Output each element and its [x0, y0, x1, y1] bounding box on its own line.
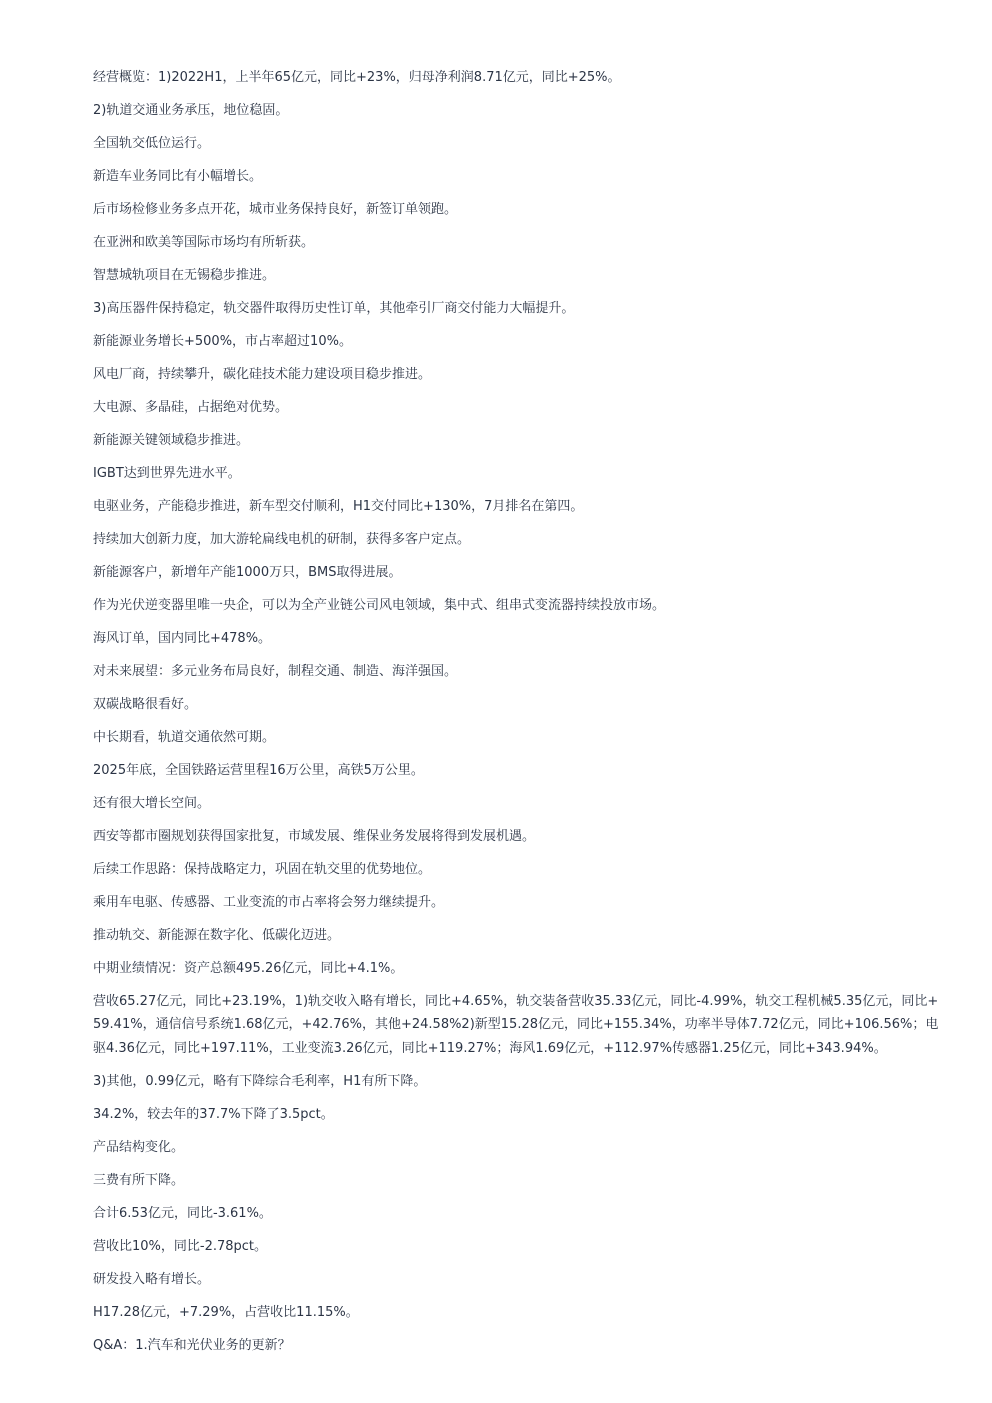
paragraph: 营收比10%，同比-2.78pct。 — [93, 1238, 268, 1254]
paragraph: 电驱业务，产能稳步推进，新车型交付顺利，H1交付同比+130%，7月排名在第四。 — [93, 499, 584, 514]
paragraph: 中长期看，轨道交通依然可期。 — [93, 730, 276, 745]
paragraph: 2025年底，全国铁路运营里程16万公里，高铁5万公里。 — [93, 763, 424, 778]
paragraph: 2)轨道交通业务承压，地位稳固。 — [93, 103, 289, 118]
paragraph: 研发投入略有增长。 — [93, 1271, 211, 1287]
paragraph: 推动轨交、新能源在数字化、低碳化迈进。 — [93, 928, 341, 943]
paragraph: 中期业绩情况：资产总额495.26亿元，同比+4.1%。 — [93, 961, 404, 976]
paragraph: 新造车业务同比有小幅增长。 — [93, 169, 263, 184]
paragraph: 合计6.53亿元，同比-3.61%。 — [93, 1205, 272, 1221]
paragraph: 营收65.27亿元，同比+23.19%，1)轨交收入略有增长，同比+4.65%，轨交装备营收35.33亿元，同比-4.99%，轨交工程机械5.35亿元，同比+59.41%，通信信号系统1.68亿元，+42.76%，其他+24.58%2)新型15.28亿元，同比+155.34%，功率半导体7.72亿元，同比+106.56%；电驱4.36亿元，同比+197.11%，工业变流3.26亿元，同比+119.27%；海风1.69亿元，+112.97%传感器1.25亿元，同比+343.94%。 — [93, 994, 939, 1056]
paragraph: 风电厂商，持续攀升，碳化硅技术能力建设项目稳步推进。 — [93, 367, 432, 382]
paragraph: 还有很大增长空间。 — [93, 796, 211, 811]
paragraph: 双碳战略很看好。 — [93, 697, 198, 712]
paragraph: 持续加大创新力度，加大游轮扁线电机的研制，获得多客户定点。 — [93, 532, 471, 547]
paragraph: 全国轨交低位运行。 — [93, 136, 211, 151]
paragraph: IGBT达到世界先进水平。 — [93, 466, 241, 481]
paragraph: 新能源关键领域稳步推进。 — [93, 433, 250, 448]
paragraph: 3)高压器件保持稳定，轨交器件取得历史性订单，其他牵引厂商交付能力大幅提升。 — [93, 301, 575, 316]
paragraph: 后市场检修业务多点开花，城市业务保持良好，新签订单领跑。 — [93, 202, 458, 217]
paragraph: 后续工作思路：保持战略定力，巩固在轨交里的优势地位。 — [93, 862, 432, 877]
paragraph: 新能源客户，新增年产能1000万只，BMS取得进展。 — [93, 565, 402, 580]
paragraph: Q&A：1.汽车和光伏业务的更新？ — [93, 1337, 291, 1353]
paragraph: 3)其他，0.99亿元，略有下降综合毛利率，H1有所下降。 — [93, 1073, 427, 1089]
paragraph: 智慧城轨项目在无锡稳步推进。 — [93, 268, 276, 283]
paragraph: 西安等都市圈规划获得国家批复，市域发展、维保业务发展将得到发展机遇。 — [93, 829, 536, 844]
paragraph: 34.2%，较去年的37.7%下降了3.5pct。 — [93, 1106, 334, 1122]
paragraph: 大电源、多晶硅，占据绝对优势。 — [93, 400, 289, 415]
paragraph: 在亚洲和欧美等国际市场均有所斩获。 — [93, 235, 315, 250]
paragraph: H17.28亿元，+7.29%，占营收比11.15%。 — [93, 1304, 359, 1320]
paragraph: 三费有所下降。 — [93, 1172, 185, 1188]
paragraph: 对未来展望：多元业务布局良好，制程交通、制造、海洋强国。 — [93, 664, 458, 679]
paragraph: 新能源业务增长+500%，市占率超过10%。 — [93, 334, 352, 349]
paragraph: 乘用车电驱、传感器、工业变流的市占率将会努力继续提升。 — [93, 895, 445, 910]
paragraph: 经营概览：1)2022H1，上半年65亿元，同比+23%，归母净利润8.71亿元，同比+25%。 — [93, 70, 621, 85]
paragraph: 产品结构变化。 — [93, 1139, 185, 1155]
document-body — [93, 66, 943, 1367]
paragraph: 作为光伏逆变器里唯一央企，可以为全产业链公司风电领域，集中式、组串式变流器持续投放市场。 — [93, 598, 666, 613]
paragraph: 海风订单，国内同比+478%。 — [93, 631, 272, 646]
